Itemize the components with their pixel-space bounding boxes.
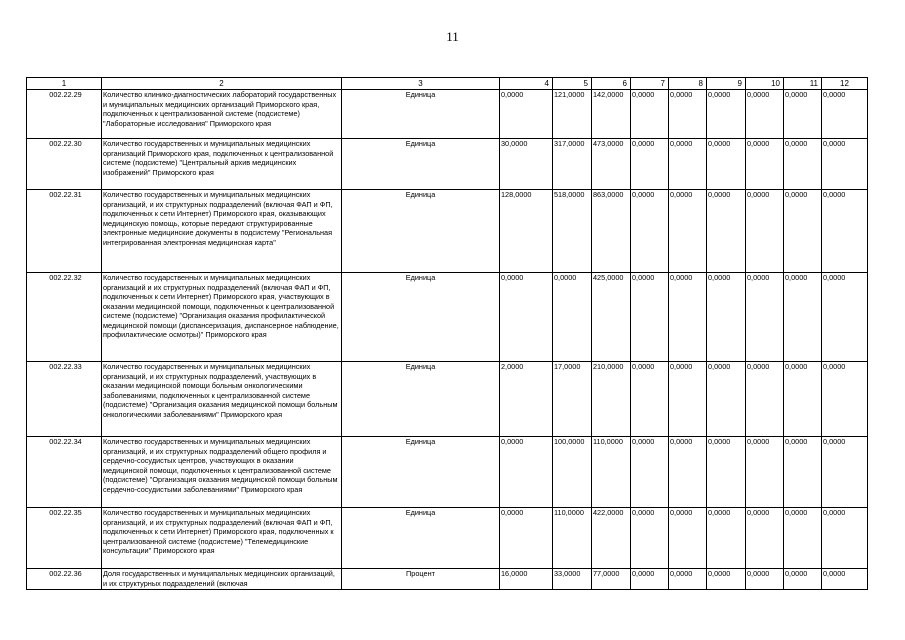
row-code: 002.22.34 — [27, 437, 102, 508]
row-value: 0,0000 — [746, 139, 784, 190]
row-unit: Процент — [342, 569, 500, 590]
row-unit: Единица — [342, 362, 500, 437]
row-value: 0,0000 — [707, 90, 746, 139]
row-value: 0,0000 — [707, 273, 746, 362]
row-value: 210,0000 — [592, 362, 631, 437]
row-value: 0,0000 — [631, 273, 669, 362]
row-code: 002.22.32 — [27, 273, 102, 362]
row-value: 2,0000 — [500, 362, 553, 437]
row-value: 0,0000 — [707, 508, 746, 569]
row-value: 0,0000 — [784, 90, 822, 139]
row-value: 422,0000 — [592, 508, 631, 569]
row-value: 0,0000 — [746, 190, 784, 273]
row-value: 0,0000 — [746, 273, 784, 362]
column-header: 10 — [746, 78, 784, 90]
row-value: 30,0000 — [500, 139, 553, 190]
row-value: 0,0000 — [500, 90, 553, 139]
row-value: 0,0000 — [784, 362, 822, 437]
row-description: Количество государственных и муниципальных медицинских организаций, и их структурных подразделений общего профиля и сердечно-сосудистых центров, участвующих в оказании медицинской помощи, подключенных к централизованной системе (подсистеме) "Организация оказания медицинской помощи больным сердечно-сосудистыми заболеваниями" Приморского края — [102, 437, 342, 508]
table-row — [27, 90, 868, 139]
row-unit: Единица — [342, 90, 500, 139]
table-row — [27, 437, 868, 508]
row-code: 002.22.29 — [27, 90, 102, 139]
row-value: 0,0000 — [822, 190, 868, 273]
row-value: 0,0000 — [669, 273, 707, 362]
row-value: 0,0000 — [784, 190, 822, 273]
column-header: 8 — [669, 78, 707, 90]
row-value: 17,0000 — [553, 362, 592, 437]
row-description: Количество клинико-диагностических лабораторий государственных и муниципальных медицинских организаций Приморского края, подключенных к централизованной системе (подсистеме) "Лабораторные исследования" Приморского края — [102, 90, 342, 139]
row-value: 0,0000 — [669, 90, 707, 139]
row-value: 128,0000 — [500, 190, 553, 273]
row-value: 16,0000 — [500, 569, 553, 590]
row-value: 110,0000 — [553, 508, 592, 569]
row-description: Доля государственных и муниципальных медицинских организаций, и их структурных подразделений (включая — [102, 569, 342, 590]
row-value: 0,0000 — [822, 139, 868, 190]
row-value: 110,0000 — [592, 437, 631, 508]
row-code: 002.22.36 — [27, 569, 102, 590]
row-code: 002.22.35 — [27, 508, 102, 569]
row-code: 002.22.31 — [27, 190, 102, 273]
page-number: 11 — [446, 29, 459, 44]
row-value: 0,0000 — [784, 508, 822, 569]
row-description: Количество государственных и муниципальных медицинских организаций, и их структурных подразделений (включая ФАП и ФП, подключенных к сети Интернет) Приморского края, оказывающих медицинскую помощь, которые передают структурированные электронные медицинские документы в подсистему "Региональная интегрированная электронная медицинская карта" — [102, 190, 342, 273]
row-description: Количество государственных и муниципальных медицинских организаций, и их структурных подразделений, участвующих в оказании медицинской помощи больным онкологическими заболеваниями, подключенных к централизованной системе (подсистеме) "Организация оказания медицинской помощи больным онкологическими заболеваниями" Приморского края — [102, 362, 342, 437]
row-unit: Единица — [342, 139, 500, 190]
row-value: 0,0000 — [707, 139, 746, 190]
table-row — [27, 569, 868, 590]
row-value: 0,0000 — [631, 508, 669, 569]
row-description: Количество государственных и муниципальных медицинских организаций и их структурных подразделений (включая ФАП и ФП, подключенных к сети Интернет) Приморского края, участвующих в оказании медицинской помощи, подключенных к централизованной системе (подсистеме) "Организация оказания профилактической медицинской помощи (диспансеризация, диспансерное наблюдение, профилактические осмотры)" Приморского края — [102, 273, 342, 362]
row-value: 0,0000 — [822, 508, 868, 569]
row-value: 0,0000 — [707, 569, 746, 590]
column-header: 3 — [342, 78, 500, 90]
row-value: 0,0000 — [500, 437, 553, 508]
column-header: 12 — [822, 78, 868, 90]
row-value: 0,0000 — [631, 569, 669, 590]
row-value: 518,0000 — [553, 190, 592, 273]
row-value: 0,0000 — [669, 437, 707, 508]
column-header: 5 — [553, 78, 592, 90]
row-value: 0,0000 — [822, 437, 868, 508]
column-header: 6 — [592, 78, 631, 90]
row-code: 002.22.33 — [27, 362, 102, 437]
row-value: 0,0000 — [669, 190, 707, 273]
row-unit: Единица — [342, 273, 500, 362]
row-value: 33,0000 — [553, 569, 592, 590]
column-header: 9 — [707, 78, 746, 90]
row-value: 0,0000 — [631, 362, 669, 437]
row-value: 0,0000 — [707, 190, 746, 273]
row-value: 0,0000 — [822, 273, 868, 362]
row-value: 0,0000 — [784, 437, 822, 508]
row-value: 317,0000 — [553, 139, 592, 190]
row-value: 0,0000 — [784, 139, 822, 190]
table-row — [27, 190, 868, 273]
row-description: Количество государственных и муниципальных медицинских организаций, и их структурных подразделений (включая ФАП и ФП, подключенных к сети Интернет) Приморского края, подключенных к централизованной системе (подсистеме) "Телемедицинские консультации" Приморского края — [102, 508, 342, 569]
row-value: 0,0000 — [707, 362, 746, 437]
row-value: 0,0000 — [746, 90, 784, 139]
row-value: 0,0000 — [746, 362, 784, 437]
table-row — [27, 362, 868, 437]
row-value: 473,0000 — [592, 139, 631, 190]
row-value: 0,0000 — [553, 273, 592, 362]
row-code: 002.22.30 — [27, 139, 102, 190]
table-row — [27, 139, 868, 190]
row-value: 0,0000 — [669, 569, 707, 590]
row-value: 0,0000 — [822, 362, 868, 437]
table-row — [27, 273, 868, 362]
table-header-row — [27, 78, 868, 90]
column-header: 4 — [500, 78, 553, 90]
table-row — [27, 508, 868, 569]
row-value: 0,0000 — [746, 508, 784, 569]
row-value: 0,0000 — [746, 437, 784, 508]
column-header: 11 — [784, 78, 822, 90]
row-value: 0,0000 — [822, 90, 868, 139]
row-value: 77,0000 — [592, 569, 631, 590]
row-value: 0,0000 — [669, 508, 707, 569]
row-unit: Единица — [342, 437, 500, 508]
row-value: 0,0000 — [784, 569, 822, 590]
row-unit: Единица — [342, 190, 500, 273]
row-value: 100,0000 — [553, 437, 592, 508]
row-value: 0,0000 — [707, 437, 746, 508]
row-value: 0,0000 — [500, 508, 553, 569]
row-value: 0,0000 — [669, 362, 707, 437]
row-value: 425,0000 — [592, 273, 631, 362]
row-value: 142,0000 — [592, 90, 631, 139]
row-value: 0,0000 — [669, 139, 707, 190]
indicators-table — [26, 77, 868, 590]
row-value: 0,0000 — [631, 139, 669, 190]
row-value: 0,0000 — [746, 569, 784, 590]
row-value: 863,0000 — [592, 190, 631, 273]
row-description: Количество государственных и муниципальных медицинских организаций Приморского края, подключенных к централизованной системе (подсистеме) "Центральный архив медицинских изображений" Приморского края — [102, 139, 342, 190]
row-value: 0,0000 — [784, 273, 822, 362]
row-value: 0,0000 — [631, 190, 669, 273]
row-value: 0,0000 — [500, 273, 553, 362]
column-header: 2 — [102, 78, 342, 90]
column-header: 7 — [631, 78, 669, 90]
row-value: 0,0000 — [631, 90, 669, 139]
column-header: 1 — [27, 78, 102, 90]
row-value: 0,0000 — [631, 437, 669, 508]
row-value: 121,0000 — [553, 90, 592, 139]
row-unit: Единица — [342, 508, 500, 569]
row-value: 0,0000 — [822, 569, 868, 590]
